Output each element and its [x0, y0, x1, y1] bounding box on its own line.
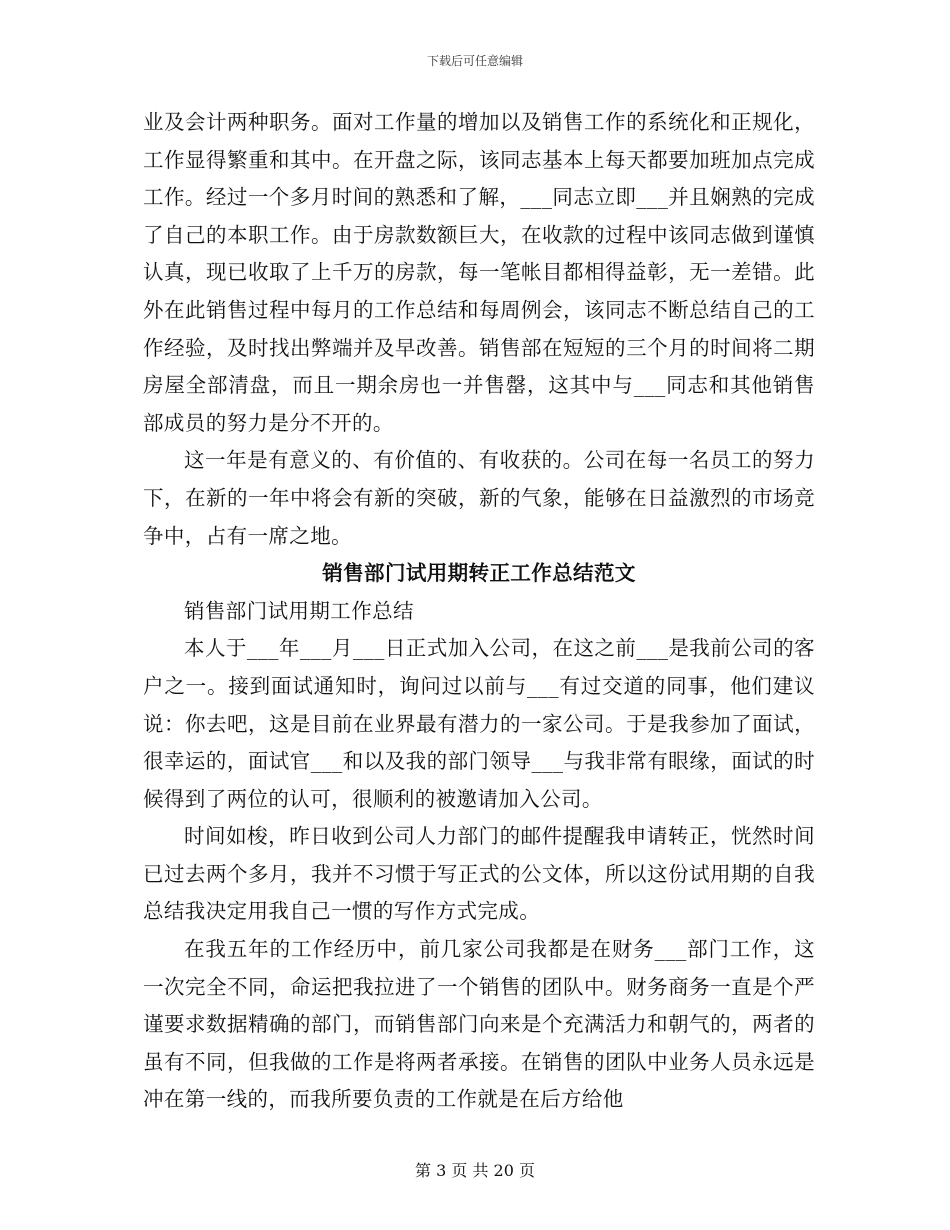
- paragraph-4: 时间如梭，昨日收到公司人力部门的邮件提醒我申请转正，恍然时间已过去两个多月，我并不习惯于写正式的公文体，所以这份试用期的自我总结我决定用我自己一惯的写作方式完成。: [143, 824, 815, 924]
- section-title: 销售部门试用期转正工作总结范文: [322, 561, 636, 586]
- page-number: 第 3 页 共 20 页: [415, 1161, 535, 1180]
- document-body: [143, 104, 815, 1119]
- paragraph-5: 在我五年的工作经历中，前几家公司我都是在财务___部门工作，这一次完全不同，命运把我拉进了一个销售的团队中。财务商务一直是个严谨要求数据精确的部门，而销售部门向来是个充满活力和朝气的，两者的虽有不同，但我做的工作是将两者承接。在销售的团队中业务人员永远是冲在第一线的，而我所要负责的工作就是在后方给他: [143, 937, 815, 1112]
- section-subtitle: 销售部门试用期工作总结: [184, 598, 414, 623]
- page-header-note: 下载后可任意编辑: [426, 54, 523, 68]
- paragraph-3: 本人于___年___月___日正式加入公司，在这之前___是我前公司的客户之一。接到面试通知时，询问过以前与___有过交道的同事，他们建议说：你去吧，这是目前在业界最有潜力的一家公司。于是我参加了面试，很幸运的，面试官___和以及我的部门领导___与我非常有眼缘，面试的时候得到了两位的认可，很顺利的被邀请加入公司。: [143, 636, 815, 811]
- paragraph-1: 业及会计两种职务。面对工作量的增加以及销售工作的系统化和正规化，工作显得繁重和其中。在开盘之际，该同志基本上每天都要加班加点完成工作。经过一个多月时间的熟悉和了解，___同志立即___并且娴熟的完成了自己的本职工作。由于房款数额巨大，在收款的过程中该同志做到谨慎认真，现已收取了上千万的房款，每一笔帐目都相得益彰，无一差错。此外在此销售过程中每月的工作总结和每周例会，该同志不断总结自己的工作经验，及时找出弊端并及早改善。销售部在短短的三个月的时间将二期房屋全部清盘，而且一期余房也一并售罄，这其中与___同志和其他销售部成员的努力是分不开的。: [143, 110, 815, 435]
- paragraph-2: 这一年是有意义的、有价值的、有收获的。公司在每一名员工的努力下，在新的一年中将会有新的突破，新的气象，能够在日益激烈的市场竞争中，占有一席之地。: [143, 448, 815, 548]
